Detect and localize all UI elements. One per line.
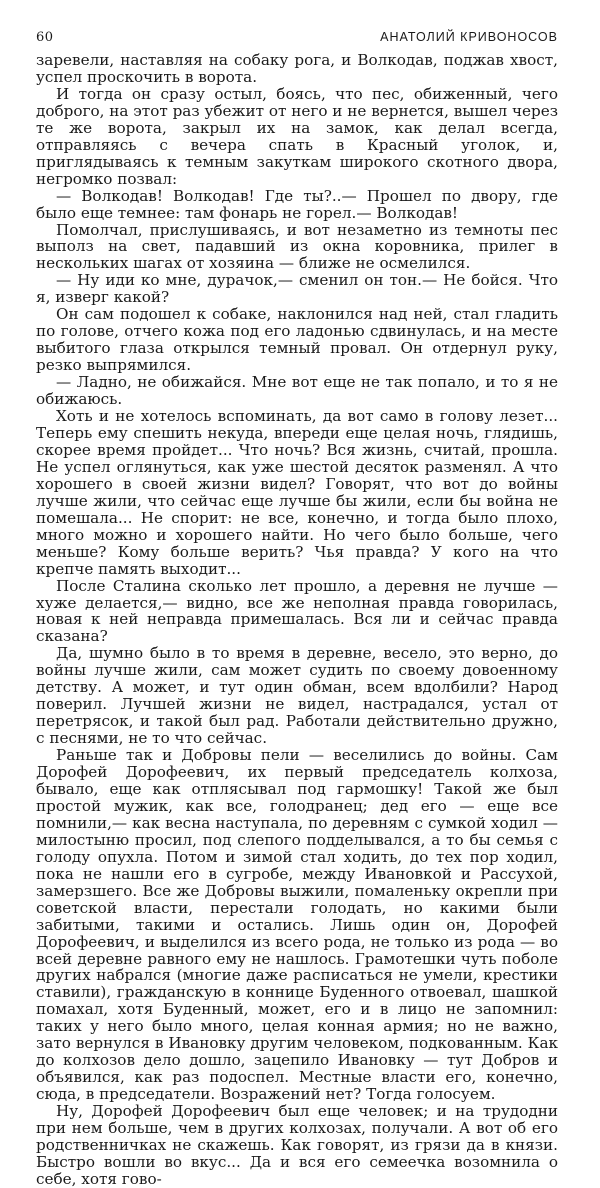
book-page [36,30,558,1188]
paragraph: — Ладно, не обижайся. Мне вот еще не так попало, и то я не обижаюсь. [36,373,558,409]
running-title: АНАТОЛИЙ КРИВОНОСОВ [380,30,558,44]
body-text [36,52,558,1188]
page-header [36,30,558,52]
paragraph: Он сам подошел к собаке, наклонился над ней, стал гладить по голове, отчего кожа под его ладонью сдвинулась, и на месте выбитого глаза открылся темный провал. Он отдернул руку, резко выпрямился. [36,305,558,375]
page-number: 60 [36,30,54,45]
paragraph: Помолчал, прислушиваясь, и вот незаметно из темноты пес выполз на свет, падавший из окна коровника, прилег в нескольких шагах от хозяина — ближе не осмелился. [36,220,558,273]
paragraph: Раньше так и Добровы пели — веселились до войны. Сам Дорофей Дорофеевич, их первый председатель колхоза, бывало, еще как отплясывал под гармошку! Такой же был простой мужик, как все, голодранец; дед его — еще все помнили,— как весна наступала, по деревням с сумкой ходил — милостыню просил, под слепого подделывался, а то бы семья с голоду опухла. Потом и зимой стал ходить, до тех пор ходил, пока не нашли его в сугробе, между Ивановкой и Рассухой, замерзшего. Все же Добровы выжили, помаленьку окрепли при советской власти, перестали голодать, но какими были забитыми, такими и остались. Лишь один он, Дорофей Дорофеевич, и выделился из всего рода, не только из рода — во всей деревне равного ему не нашлось. Грамотешки чуть поболе других набрался (многие даже расписаться не умели, крестики ставили), гражданскую в коннице Буденного отвоевал, шашкой помахал, хотя Буденный, может, его и в лицо не запомнил: таких у него было много, целая конная армия; но не важно, зато вернулся в Ивановку другим человеком, подкованным. Как до колхозов дело дошло, зацепило Ивановку — тут Добров и объявился, как раз подоспел. Местные власти его, конечно, сюда, в председатели. Возражений нет? Тогда голосуем. [36,746,558,1104]
paragraph: И тогда он сразу остыл, боясь, что пес, обиженный, чего доброго, на этот раз убежит от него и не вернется, вышел через те же ворота, закрыл их на замок, как делал всегда, отправляясь с вечера спать в Красный уголок, и, приглядываясь к темным закуткам широкого скотного двора, негромко позвал: [36,84,558,188]
paragraph: Хоть и не хотелось вспоминать, да вот само в голову лезет... Теперь ему спешить некуда, впереди еще целая ночь, глядишь, скорее время пройдет... Что ночь? Вся жизнь, считай, прошла. Не успел оглянуться, как уже шестой десяток разменял. А что хорошего в своей жизни видел? Говорят, что вот до войны лучше жили, что сейчас еще лучше бы жили, если бы война не помешала... Не спорит: не все, конечно, и тогда было плохо, много можно и хорошего найти. Но чего было больше, чего меньше? Кому больше верить? Чья правда? У кого на что крепче память выходит... [36,407,558,578]
paragraph: Да, шумно было в то время в деревне, весело, это верно, до войны лучше жили, сам может судить по своему довоенному детству. А может, и тут один обман, всем вдолбили? Народ поверил. Лучшей жизни не видел, настрадался, устал от перетрясок, и такой был рад. Работали действительно дружно, с песнями, не то что сейчас. [36,644,558,748]
paragraph: — Волкодав! Волкодав! Где ты?..— Прошел по двору, где было еще темнее: там фонарь не горел.— Волкодав! [36,186,558,222]
paragraph: Ну, Дорофей Дорофеевич был еще человек; и на трудодни при нем больше, чем в других колхозах, получали. А вот об его родственничках не скажешь. Как говорят, из грязи да в князи. Быстро вошли во вкус... Да и вся его семеечка возомнила о себе, хотя гово- [36,1102,558,1188]
paragraph: — Ну иди ко мне, дурачок,— сменил он тон.— Не бойся. Что я, изверг какой? [36,271,558,307]
paragraph: После Сталина сколько лет прошло, а деревня не лучше — хуже делается,— видно, все же неполная правда говорилась, новая к ней неправда примешалась. Вся ли и сейчас правда сказана? [36,576,558,646]
paragraph: заревели, наставляя на собаку рога, и Волкодав, поджав хвост, успел проскочить в ворота. [36,51,558,86]
